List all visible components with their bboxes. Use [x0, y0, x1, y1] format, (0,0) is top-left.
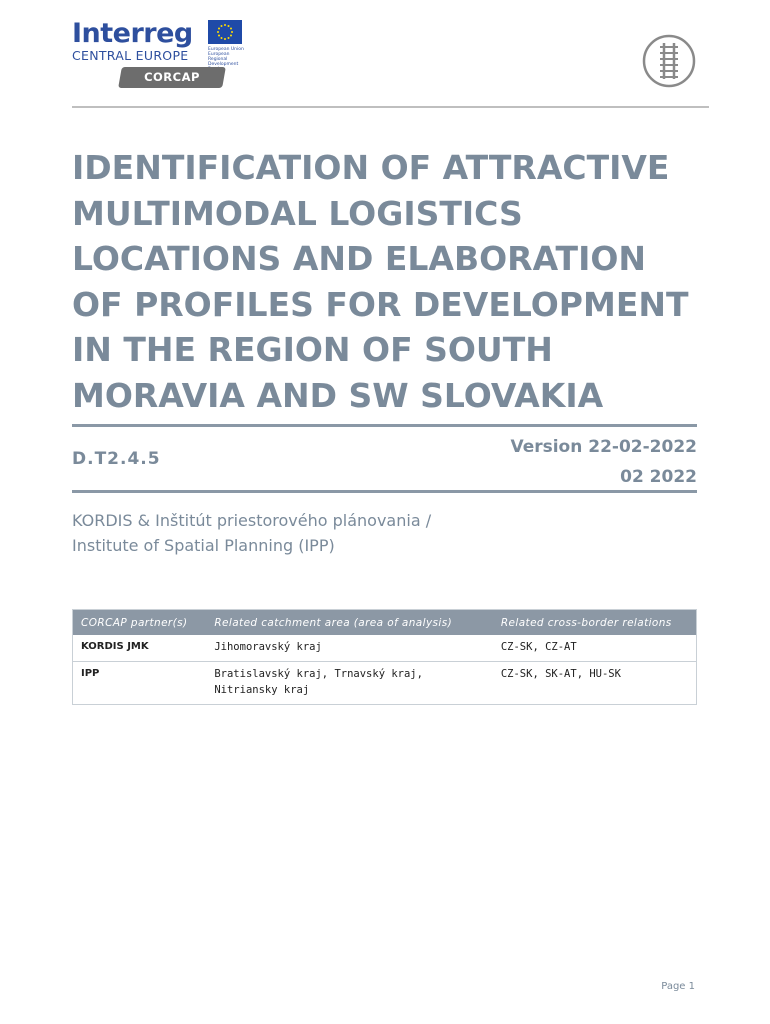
document-title: IDENTIFICATION OF ATTRACTIVE MULTIMODAL LOGISTICS LOCATIONS AND ELABORATION OF PROFILES FOR DEVELOPMENT IN THE REGION OF SOUTH MORAVIA AND SW SLOVAKIA — [72, 148, 689, 415]
column-header-partner: CORCAP partner(s) — [73, 610, 207, 636]
header-divider — [72, 106, 709, 108]
column-header-catchment: Related catchment area (area of analysis) — [206, 610, 493, 636]
partners-table — [72, 609, 697, 705]
version-divider — [72, 490, 697, 493]
title-divider — [72, 424, 697, 427]
eu-flag-icon — [208, 20, 242, 44]
table-row — [73, 635, 697, 662]
authors-line-2: Institute of Spatial Planning (IPP) — [72, 536, 335, 555]
partner-cell: IPP — [73, 662, 207, 705]
deliverable-code: D.T2.4.5 — [72, 449, 161, 469]
logo-fund-text: European Union European Regional Development — [208, 47, 244, 67]
table-row — [73, 662, 697, 705]
page-number: Page 1 — [661, 981, 695, 992]
relations-cell: CZ-SK, SK-AT, HU-SK — [493, 662, 697, 705]
logo-program-name: Interreg — [72, 18, 193, 49]
logo-region-name: CENTRAL EUROPE — [72, 48, 189, 63]
authors — [72, 508, 431, 558]
partner-cell: KORDIS JMK — [73, 635, 207, 662]
authors-line-1: KORDIS & Inštitút priestorového plánovania / — [72, 511, 432, 530]
railway-track-icon — [642, 34, 696, 88]
relations-cell: CZ-SK, CZ-AT — [493, 635, 697, 662]
project-badge — [118, 67, 226, 88]
catchment-cell: Bratislavský kraj, Trnavský kraj, Nitriansky kraj — [206, 662, 493, 705]
version-month: 02 2022 — [620, 467, 697, 487]
column-header-relations: Related cross-border relations — [493, 610, 697, 636]
catchment-cell: Jihomoravský kraj — [206, 635, 493, 662]
version-block — [510, 432, 697, 492]
project-name: CORCAP — [144, 70, 200, 84]
table-header-row — [73, 610, 697, 636]
interreg-logo — [72, 18, 244, 90]
version-date: Version 22-02-2022 — [510, 437, 697, 457]
